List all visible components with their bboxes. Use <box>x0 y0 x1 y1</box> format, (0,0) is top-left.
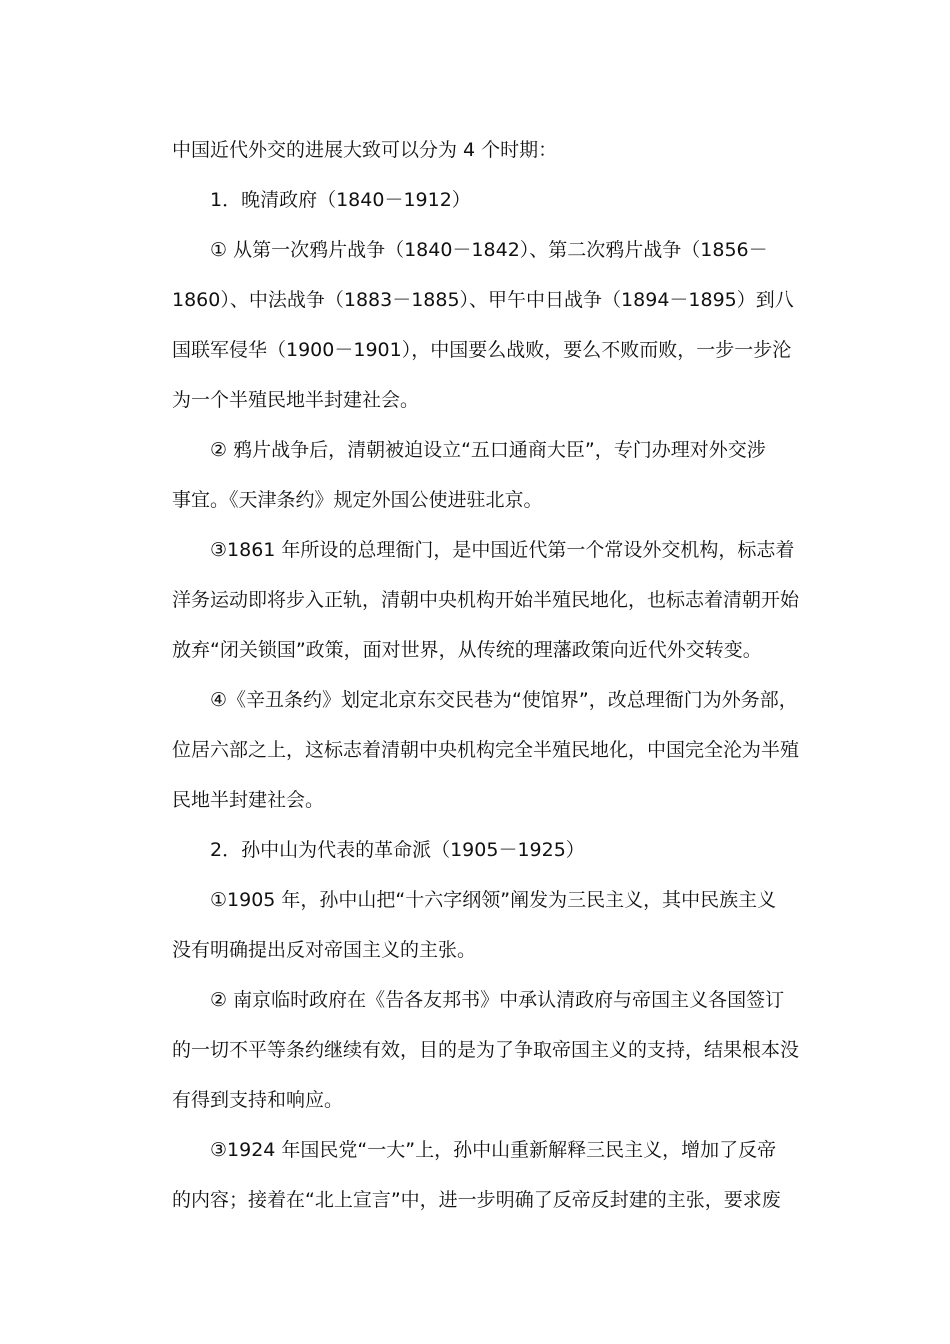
text-line: ①1905 年，孙中山把“十六字纲领”阐发为三民主义，其中民族主义 <box>210 889 777 911</box>
text-line: ④《辛丑条约》划定北京东交民巷为“使馆界”，改总理衙门为外务部， <box>210 689 798 711</box>
text-line: 没有明确提出反对帝国主义的主张。 <box>172 939 477 961</box>
section-heading: 2．孙中山为代表的革命派（1905－1925） <box>210 839 585 861</box>
text-line: 的内容；接着在“北上宣言”中，进一步明确了反帝反封建的主张，要求废 <box>172 1189 781 1211</box>
document-body <box>172 131 817 1231</box>
text-line: ② 鸦片战争后，清朝被迫设立“五口通商大臣”，专门办理对外交涉 <box>210 439 766 461</box>
text-line: 洋务运动即将步入正轨，清朝中央机构开始半殖民地化，也标志着清朝开始 <box>172 589 800 611</box>
text-line: 为一个半殖民地半封建社会。 <box>172 389 420 411</box>
text-line: 放弃“闭关锁国”政策，面对世界，从传统的理藩政策向近代外交转变。 <box>172 639 762 661</box>
text-line: ③1924 年国民党“一大”上，孙中山重新解释三民主义，增加了反帝 <box>210 1139 777 1161</box>
text-line: ③1861 年所设的总理衙门，是中国近代第一个常设外交机构，标志着 <box>210 539 795 561</box>
text-line: 事宜。《天津条约》规定外国公使进驻北京。 <box>172 489 543 511</box>
section-heading: 1．晚清政府（1840－1912） <box>210 189 471 211</box>
text-line: ② 南京临时政府在《告各友邦书》中承认清政府与帝国主义各国签订 <box>210 989 785 1011</box>
text-line: 有得到支持和响应。 <box>172 1089 344 1111</box>
text-line: 1860）、中法战争（1883－1885）、甲午中日战争（1894－1895）到八 <box>172 289 794 311</box>
text-line: ① 从第一次鸦片战争（1840－1842）、第二次鸦片战争（1856－ <box>210 239 768 261</box>
text-line: 的一切不平等条约继续有效，目的是为了争取帝国主义的支持，结果根本没 <box>172 1039 800 1061</box>
text-line: 民地半封建社会。 <box>172 789 325 811</box>
text-line: 国联军侵华（1900－1901），中国要么战败，要么不败而败，一步一步沦 <box>172 339 792 361</box>
text-line: 位居六部之上，这标志着清朝中央机构完全半殖民地化，中国完全沦为半殖 <box>172 739 800 761</box>
text-line: 中国近代外交的进展大致可以分为 4 个时期： <box>172 139 558 161</box>
